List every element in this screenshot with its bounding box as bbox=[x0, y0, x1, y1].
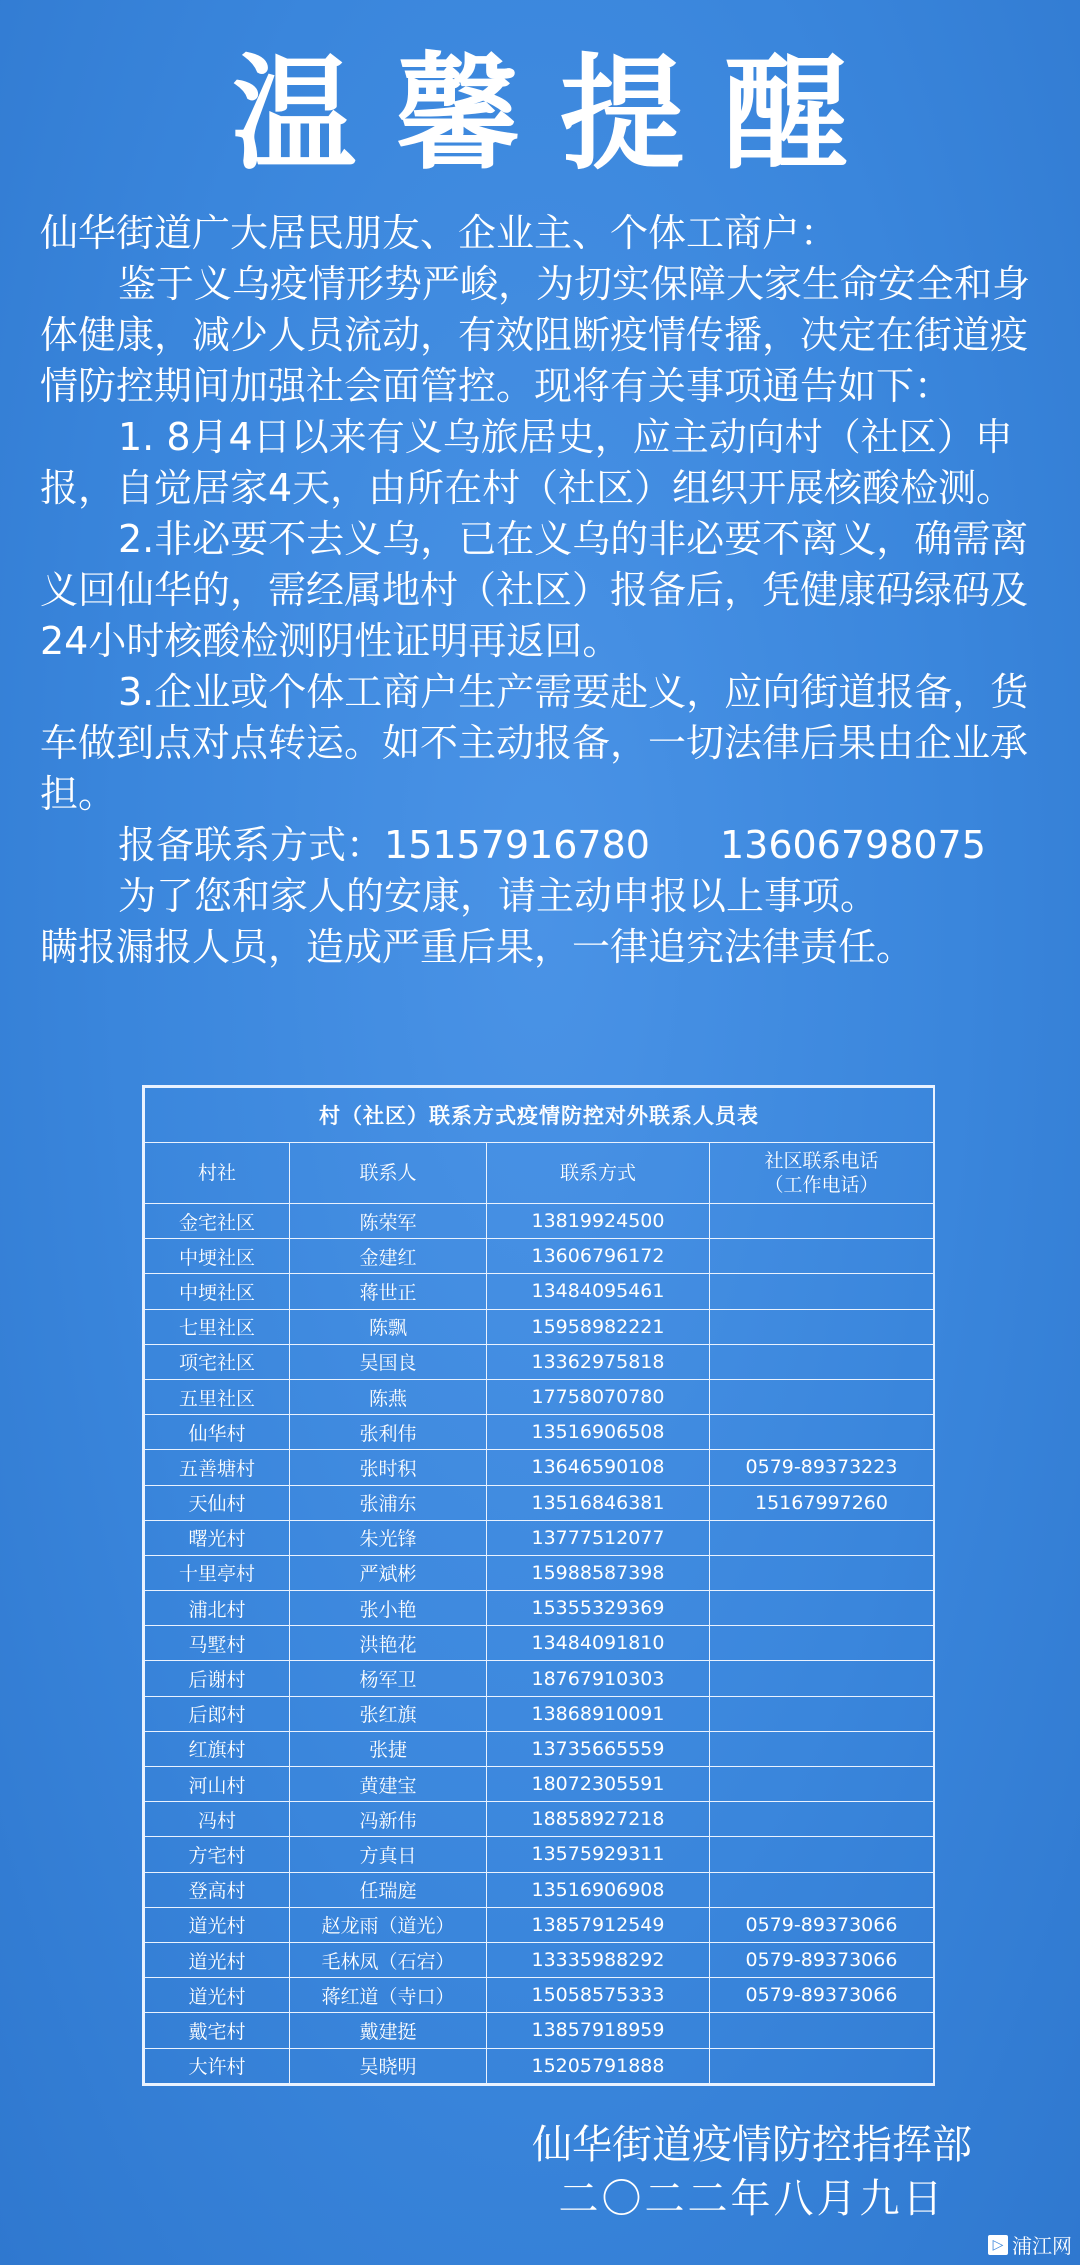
table-row bbox=[145, 2048, 934, 2083]
cell-contact-person: 朱光锋 bbox=[290, 1520, 487, 1555]
cell-village: 浦北村 bbox=[145, 1591, 290, 1626]
cell-contact-person: 张浦东 bbox=[290, 1485, 487, 1520]
table-row bbox=[145, 1872, 934, 1907]
table-row bbox=[145, 1942, 934, 1977]
table-body bbox=[145, 1204, 934, 2084]
table-row bbox=[145, 1837, 934, 1872]
notice-closing-2: 瞒报漏报人员，造成严重后果，一律追究法律责任。 bbox=[40, 925, 915, 969]
cell-village: 十里亭村 bbox=[145, 1555, 290, 1590]
table-header-row bbox=[145, 1143, 934, 1204]
cell-village: 道光村 bbox=[145, 1907, 290, 1942]
cell-community-phone bbox=[710, 1239, 934, 1274]
table-row bbox=[145, 1239, 934, 1274]
header-community-phone-line2: （工作电话） bbox=[764, 1174, 879, 1196]
cell-contact-method: 13868910091 bbox=[487, 1696, 710, 1731]
cell-contact-method: 18072305591 bbox=[487, 1767, 710, 1802]
cell-contact-method: 15205791888 bbox=[487, 2048, 710, 2083]
cell-contact-method: 13484091810 bbox=[487, 1626, 710, 1661]
cell-village: 方宅村 bbox=[145, 1837, 290, 1872]
contact-phone-2: 13606798075 bbox=[719, 823, 986, 867]
play-icon: ▷ bbox=[988, 2235, 1008, 2255]
table-row bbox=[145, 1696, 934, 1731]
cell-community-phone bbox=[710, 1626, 934, 1661]
signature-date: 二〇二二年八月九日 bbox=[558, 2176, 946, 2222]
cell-village: 五善塘村 bbox=[145, 1450, 290, 1485]
header-village: 村社 bbox=[145, 1143, 290, 1204]
cell-community-phone: 15167997260 bbox=[710, 1485, 934, 1520]
cell-community-phone bbox=[710, 1696, 934, 1731]
cell-community-phone bbox=[710, 1731, 934, 1766]
cell-contact-person: 张红旗 bbox=[290, 1696, 487, 1731]
table-row bbox=[145, 1626, 934, 1661]
notice-closing-1: 为了您和家人的安康，请主动申报以上事项。 bbox=[118, 874, 879, 918]
cell-village: 曙光村 bbox=[145, 1520, 290, 1555]
cell-village: 道光村 bbox=[145, 1978, 290, 2013]
table-row bbox=[145, 1978, 934, 2013]
cell-village: 道光村 bbox=[145, 1942, 290, 1977]
cell-contact-method: 17758070780 bbox=[487, 1379, 710, 1414]
watermark bbox=[988, 2230, 1072, 2259]
cell-village: 河山村 bbox=[145, 1767, 290, 1802]
table-row bbox=[145, 1802, 934, 1837]
cell-contact-person: 陈飘 bbox=[290, 1309, 487, 1344]
cell-contact-person: 任瑞庭 bbox=[290, 1872, 487, 1907]
table-row bbox=[145, 1520, 934, 1555]
cell-contact-person: 冯新伟 bbox=[290, 1802, 487, 1837]
notice-contact-line bbox=[40, 820, 1050, 871]
notice-greeting: 仙华街道广大居民朋友、企业主、个体工商户： bbox=[40, 211, 839, 255]
table-row bbox=[145, 1731, 934, 1766]
cell-contact-person: 方真日 bbox=[290, 1837, 487, 1872]
cell-contact-method: 15958982221 bbox=[487, 1309, 710, 1344]
cell-contact-method: 15355329369 bbox=[487, 1591, 710, 1626]
cell-contact-person: 严斌彬 bbox=[290, 1555, 487, 1590]
cell-contact-person: 杨军卫 bbox=[290, 1661, 487, 1696]
cell-contact-method: 15058575333 bbox=[487, 1978, 710, 2013]
table-row bbox=[145, 1309, 934, 1344]
contact-label: 报备联系方式： bbox=[118, 823, 385, 867]
cell-community-phone: 0579-89373223 bbox=[710, 1450, 934, 1485]
table-row bbox=[145, 1344, 934, 1379]
notice-item-3: 3.企业或个体工商户生产需要赴义，应向街道报备，货车做到点对点转运。如不主动报备，一切法律后果由企业承担。 bbox=[40, 670, 1029, 816]
cell-contact-method: 15988587398 bbox=[487, 1555, 710, 1590]
notice-item-2: 2.非必要不去义乌，已在义乌的非必要不离义，确需离义回仙华的，需经属地村（社区）报备后，凭健康码绿码及24小时核酸检测阴性证明再返回。 bbox=[40, 517, 1029, 663]
cell-village: 戴宅村 bbox=[145, 2013, 290, 2048]
cell-contact-person: 吴晓明 bbox=[290, 2048, 487, 2083]
cell-contact-person: 陈荣军 bbox=[290, 1204, 487, 1239]
cell-community-phone bbox=[710, 1591, 934, 1626]
cell-community-phone: 0579-89373066 bbox=[710, 1907, 934, 1942]
cell-contact-method: 13646590108 bbox=[487, 1450, 710, 1485]
cell-contact-person: 洪艳花 bbox=[290, 1626, 487, 1661]
cell-contact-method: 13516906508 bbox=[487, 1415, 710, 1450]
cell-community-phone bbox=[710, 2013, 934, 2048]
cell-village: 红旗村 bbox=[145, 1731, 290, 1766]
cell-contact-method: 13362975818 bbox=[487, 1344, 710, 1379]
cell-contact-method: 13606796172 bbox=[487, 1239, 710, 1274]
cell-community-phone bbox=[710, 1344, 934, 1379]
cell-contact-person: 蒋红道（寺口） bbox=[290, 1978, 487, 2013]
cell-village: 仙华村 bbox=[145, 1415, 290, 1450]
table-row bbox=[145, 1591, 934, 1626]
cell-village: 马墅村 bbox=[145, 1626, 290, 1661]
cell-contact-method: 13484095461 bbox=[487, 1274, 710, 1309]
notice-intro: 鉴于义乌疫情形势严峻，为切实保障大家生命安全和身体健康，减少人员流动，有效阻断疫情传播，决定在街道疫情防控期间加强社会面管控。现将有关事项通告如下： bbox=[40, 262, 1031, 408]
page-title: 温馨提醒 bbox=[231, 43, 888, 187]
cell-contact-person: 蒋世正 bbox=[290, 1274, 487, 1309]
cell-community-phone bbox=[710, 1379, 934, 1414]
cell-contact-person: 吴国良 bbox=[290, 1344, 487, 1379]
cell-community-phone bbox=[710, 1309, 934, 1344]
cell-community-phone: 0579-89373066 bbox=[710, 1942, 934, 1977]
cell-contact-person: 张小艳 bbox=[290, 1591, 487, 1626]
cell-village: 七里社区 bbox=[145, 1309, 290, 1344]
contact-phone-1: 15157916780 bbox=[384, 823, 650, 867]
cell-village: 后郎村 bbox=[145, 1696, 290, 1731]
cell-contact-person: 黄建宝 bbox=[290, 1767, 487, 1802]
cell-community-phone bbox=[710, 1767, 934, 1802]
table-row bbox=[145, 1555, 934, 1590]
cell-village: 中埂社区 bbox=[145, 1274, 290, 1309]
cell-community-phone bbox=[710, 1274, 934, 1309]
cell-community-phone bbox=[710, 1555, 934, 1590]
cell-contact-person: 毛林凤（石宕） bbox=[290, 1942, 487, 1977]
contact-table bbox=[144, 1087, 934, 2084]
cell-contact-person: 张时积 bbox=[290, 1450, 487, 1485]
cell-village: 五里社区 bbox=[145, 1379, 290, 1414]
header-community-phone bbox=[710, 1143, 934, 1204]
notice-item-1: 1. 8月4日以来有义乌旅居史，应主动向村（社区）申报，自觉居家4天，由所在村（社区）组织开展核酸检测。 bbox=[40, 415, 1015, 510]
cell-contact-method: 18858927218 bbox=[487, 1802, 710, 1837]
notice-body bbox=[40, 208, 1050, 973]
cell-contact-method: 13335988292 bbox=[487, 1942, 710, 1977]
cell-community-phone bbox=[710, 1661, 934, 1696]
contact-table-wrapper bbox=[142, 1085, 935, 2086]
header-contact-person: 联系人 bbox=[290, 1143, 487, 1204]
signature-block bbox=[532, 2118, 972, 2226]
cell-contact-method: 13857918959 bbox=[487, 2013, 710, 2048]
table-row bbox=[145, 1661, 934, 1696]
cell-village: 冯村 bbox=[145, 1802, 290, 1837]
cell-contact-method: 13575929311 bbox=[487, 1837, 710, 1872]
cell-community-phone: 0579-89373066 bbox=[710, 1978, 934, 2013]
header-contact-method: 联系方式 bbox=[487, 1143, 710, 1204]
watermark-text: 浦江网 bbox=[1012, 2234, 1072, 2258]
cell-contact-person: 陈燕 bbox=[290, 1379, 487, 1414]
cell-community-phone bbox=[710, 1415, 934, 1450]
cell-village: 天仙村 bbox=[145, 1485, 290, 1520]
table-row bbox=[145, 1450, 934, 1485]
table-row bbox=[145, 1274, 934, 1309]
cell-contact-person: 张捷 bbox=[290, 1731, 487, 1766]
cell-contact-method: 13857912549 bbox=[487, 1907, 710, 1942]
header-community-phone-line1: 社区联系电话 bbox=[764, 1150, 879, 1172]
cell-contact-method: 13777512077 bbox=[487, 1520, 710, 1555]
cell-contact-person: 金建红 bbox=[290, 1239, 487, 1274]
cell-village: 中埂社区 bbox=[145, 1239, 290, 1274]
table-row bbox=[145, 1907, 934, 1942]
signature-org: 仙华街道疫情防控指挥部 bbox=[532, 2122, 972, 2168]
cell-village: 大许村 bbox=[145, 2048, 290, 2083]
cell-community-phone bbox=[710, 2048, 934, 2083]
table-row bbox=[145, 1415, 934, 1450]
cell-community-phone bbox=[710, 1520, 934, 1555]
cell-contact-method: 13516906908 bbox=[487, 1872, 710, 1907]
cell-contact-person: 戴建挺 bbox=[290, 2013, 487, 2048]
table-row bbox=[145, 1767, 934, 1802]
cell-village: 金宅社区 bbox=[145, 1204, 290, 1239]
cell-contact-method: 13735665559 bbox=[487, 1731, 710, 1766]
table-row bbox=[145, 2013, 934, 2048]
table-row bbox=[145, 1485, 934, 1520]
cell-village: 项宅社区 bbox=[145, 1344, 290, 1379]
table-caption: 村（社区）联系方式疫情防控对外联系人员表 bbox=[145, 1088, 934, 1143]
cell-village: 登高村 bbox=[145, 1872, 290, 1907]
cell-contact-person: 赵龙雨（道光） bbox=[290, 1907, 487, 1942]
cell-community-phone bbox=[710, 1872, 934, 1907]
cell-village: 后谢村 bbox=[145, 1661, 290, 1696]
cell-contact-person: 张利伟 bbox=[290, 1415, 487, 1450]
cell-contact-method: 13819924500 bbox=[487, 1204, 710, 1239]
cell-contact-method: 13516846381 bbox=[487, 1485, 710, 1520]
table-row bbox=[145, 1204, 934, 1239]
cell-community-phone bbox=[710, 1204, 934, 1239]
cell-contact-method: 18767910303 bbox=[487, 1661, 710, 1696]
cell-community-phone bbox=[710, 1802, 934, 1837]
table-row bbox=[145, 1379, 934, 1414]
cell-community-phone bbox=[710, 1837, 934, 1872]
